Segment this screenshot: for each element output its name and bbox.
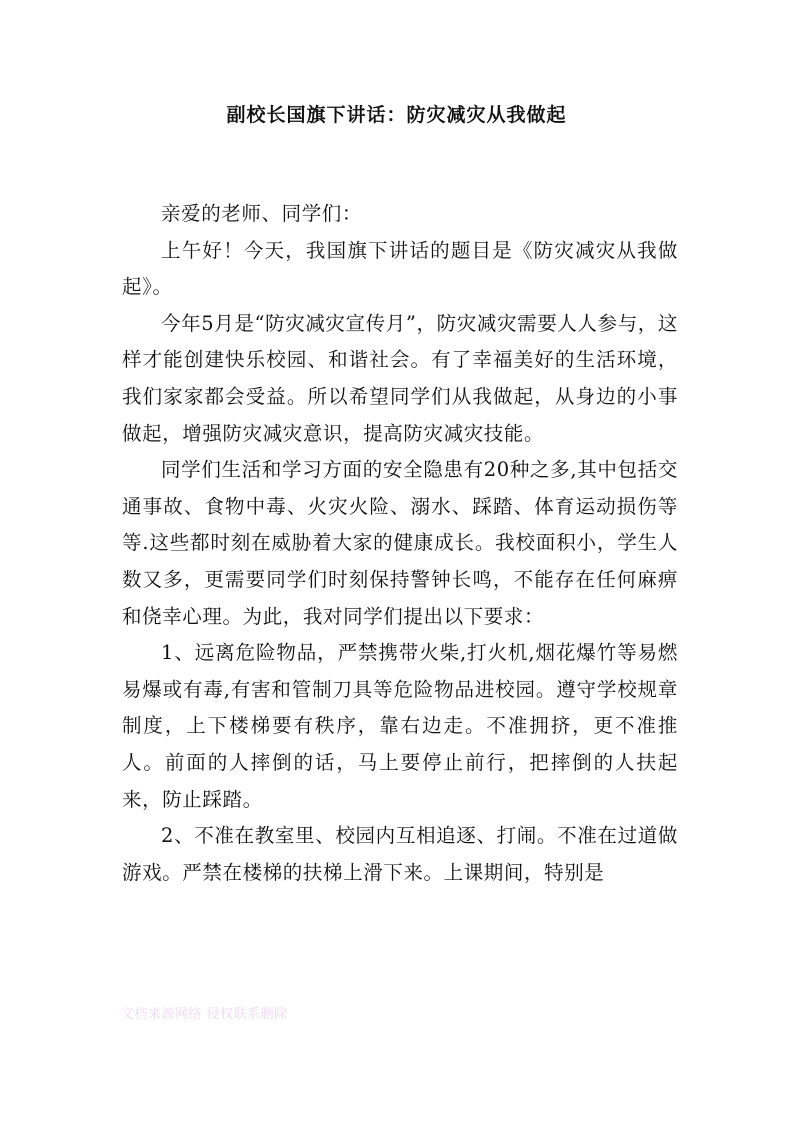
paragraph-requirement-1: 1、远离危险物品，严禁携带火柴,打火机,烟花爆竹等易燃易爆或有毒,有害和管制刀具等危险物品进校园。遵守学校规章制度，上下楼梯要有秩序，靠右边走。不准拥挤，更不准推人。前面的人摔倒的话，马上要停止前行，把摔倒的人扶起来，防止踩踏。 <box>122 641 678 811</box>
paragraph-greeting: 亲爱的老师、同学们： <box>161 202 363 225</box>
paragraph-opening: 上午好！今天，我国旗下讲话的题目是《防灾减灾从我做起》。 <box>122 238 678 299</box>
source-watermark: 文档来源网络 侵权联系删除 <box>121 1007 288 1022</box>
paragraph-requirement-2: 2、不准在教室里、校园内互相追逐、打闹。不准在过道做游戏。严禁在楼梯的扶梯上滑下来。上课期间，特别是 <box>122 824 678 884</box>
paragraph-safety-hazards: 同学们生活和学习方面的安全隐患有20种之多,其中包括交通事故、食物中毒、火灾火险、溺水、踩踏、体育运动损伤等等.这些都时刻在威胁着大家的健康成长。我校面积小，学生人数又多，更需要同学们时刻保持警钟长鸣，不能存在任何麻痹和侥幸心理。为此，我对同学们提出以下要求： <box>122 458 678 628</box>
document-title: 副校长国旗下讲话：防灾减灾从我做起 <box>226 104 567 126</box>
paragraph-awareness-month: 今年5月是“防灾减灾宣传月”，防灾减灾需要人人参与，这样才能创建快乐校园、和谐社会。有了幸福美好的生活环境，我们家家都会受益。所以希望同学们从我做起，从身边的小事做起，增强防灾减灾意识，提高防灾减灾技能。 <box>122 311 678 445</box>
document-body <box>122 196 678 891</box>
